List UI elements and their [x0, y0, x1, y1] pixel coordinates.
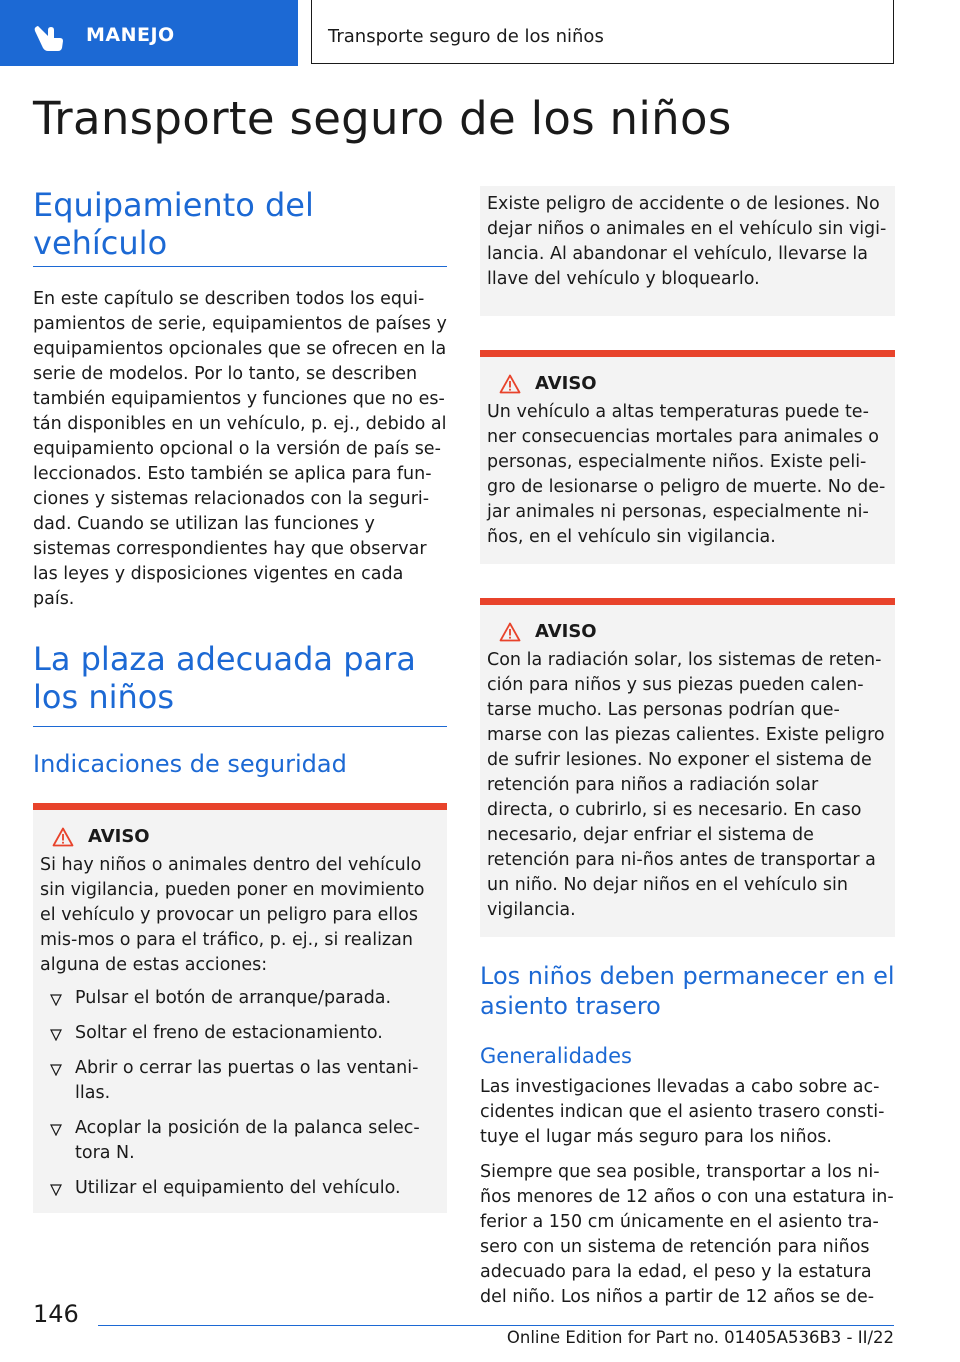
warning-box-2 [480, 350, 895, 564]
warning-text: Con la radiación solar, los sistemas de reten-ción para niños y sus piezas pueden calen-tarse mucho. Las personas podrían que-marse con las piezas calientes. Existe peligro de sufrir lesiones. No exponer el sistema de retención para niños a radiación solar directa, o cubrirlo, si es necesario. En caso necesario, dejar enfriar el sistema de retención para ni-ños antes de transportar a un niño. No dejar niños en el vehículo sin vigilancia. [487, 650, 885, 920]
list-item-text: Utilizar el equipamiento del vehículo. [75, 1178, 401, 1198]
hand-pointer-icon [32, 22, 66, 52]
page-number: 146 [33, 1300, 79, 1328]
bullet-triangle-icon [50, 1064, 62, 1076]
warning-text: Un vehículo a altas temperaturas puede te-ner consecuencias mortales para animales o personas, especialmente niños. Existe peli-gro de lesionarse o peligro de muerte. No de-jar animales ni personas, especialmente ni-ños, en el vehículo sin vigilancia. [487, 402, 886, 547]
list-item [40, 1116, 440, 1166]
warning-label: AVISO [535, 621, 597, 642]
warning-triangle-icon [499, 622, 521, 642]
heading-generalidades: Generalidades [480, 1044, 632, 1068]
list-item [40, 1021, 440, 1046]
list-item [40, 1056, 440, 1106]
right-column [480, 186, 895, 1310]
bullet-triangle-icon [50, 1124, 62, 1136]
heading-equipamiento-block [33, 186, 447, 267]
footer-edition: Online Edition for Part no. 01405A536B3 - II/22 [506, 1328, 894, 1347]
heading-plaza: La plaza adecuada para los niños [33, 640, 416, 716]
page-title: Transporte seguro de los niños [33, 92, 732, 145]
left-column [33, 186, 447, 1213]
warning-continued-text: Existe peligro de accidente o de lesiones. No dejar niños o animales en el vehículo sin vigi-lancia. Al abandonar el vehículo, llevarse la llave del vehículo y bloquearlo. [487, 194, 887, 289]
warning-header [487, 373, 888, 394]
warning-label: AVISO [88, 826, 150, 847]
paragraph-generalidades-1: Las investigaciones llevadas a cabo sobre ac-cidentes indican que el asiento trasero consti-tuye el lugar más seguro para los niños. [480, 1077, 885, 1147]
warning-header [40, 826, 440, 847]
list-item-text: Pulsar el botón de arranque/parada. [75, 988, 392, 1008]
running-title-box [311, 0, 894, 64]
heading-indicaciones: Indicaciones de seguridad [33, 750, 347, 778]
footer-divider [98, 1325, 894, 1326]
list-item-text: Soltar el freno de estacionamiento. [75, 1023, 383, 1043]
warning-label: AVISO [535, 373, 597, 394]
heading-equipamiento: Equipamiento del vehículo [33, 186, 314, 262]
warning-bullet-list [40, 986, 440, 1201]
heading-asiento-trasero: Los niños deben permanecer en el asiento trasero [480, 962, 895, 1020]
warning-box-1 [33, 803, 447, 1213]
paragraph-generalidades-2: Siempre que sea posible, transportar a los ni-ños menores de 12 años o con una estatura in-ferior a 150 cm únicamente en el asiento tra-sero con un sistema de retención para niños adecuado para la edad, el peso y la estatura del niño. Los niños a partir de 12 años se de- [480, 1162, 894, 1307]
bullet-triangle-icon [50, 994, 62, 1006]
warning-text: Si hay niños o animales dentro del vehículo sin vigilancia, pueden poner en movimiento el vehículo y provocar un peligro para ellos mis-mos o para el tráfico, p. ej., si realizan alguna de estas acciones: [40, 855, 425, 975]
running-title: Transporte seguro de los niños [328, 26, 604, 47]
warning-box-3 [480, 598, 895, 937]
list-item [40, 986, 440, 1011]
section-tab-label: MANEJO [86, 24, 175, 46]
warning-triangle-icon [52, 827, 74, 847]
warning-box-1-continued [480, 186, 895, 316]
section-tab[interactable] [0, 0, 298, 66]
list-item [40, 1176, 440, 1201]
bullet-triangle-icon [50, 1029, 62, 1041]
heading-plaza-block [33, 640, 447, 727]
list-item-text: Acoplar la posición de la palanca selec-tora N. [75, 1118, 420, 1163]
bullet-triangle-icon [50, 1184, 62, 1196]
warning-triangle-icon [499, 374, 521, 394]
list-item-text: Abrir o cerrar las puertas o las ventani-llas. [75, 1058, 419, 1103]
paragraph-equipamiento: En este capítulo se describen todos los equi-pamientos de serie, equipamientos de países y equipamientos opcionales que se ofrecen en la serie de modelos. Por lo tanto, se describen también equipamientos y funciones que no es-tán disponibles en un vehículo, p. ej., debido al equipamiento opcional o la versión de país se-leccionados. Esto también se aplica para fun-ciones y sistemas relacionados con la seguri-dad. Cuando se utilizan las funciones y sistemas correspondientes hay que observar las leyes y disposiciones vigentes en cada país. [33, 289, 447, 609]
warning-header [487, 621, 888, 642]
